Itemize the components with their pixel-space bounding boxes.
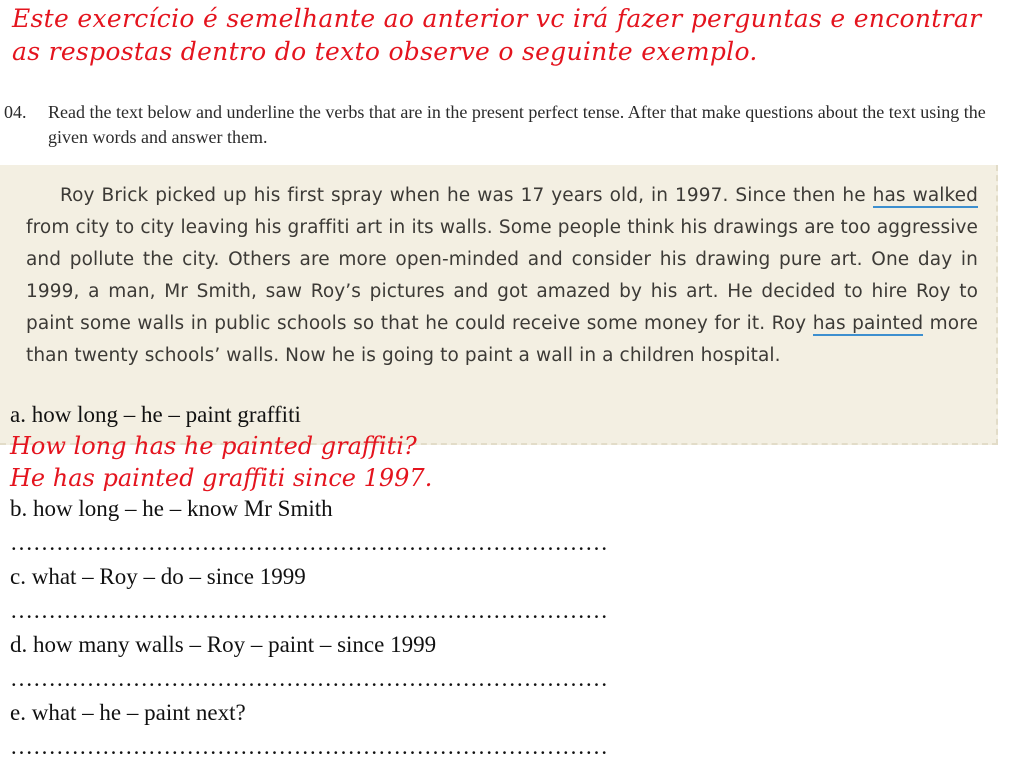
underlined-verb-has-walked: has walked <box>872 185 978 206</box>
answer-line-b: …………………………………………………………………… <box>10 530 608 555</box>
underlined-verb-has-painted: has painted <box>812 313 924 334</box>
passage-text-2: from city to city leaving his graffiti art in its walls. Some people think his drawings are too aggressive and pollute the city. Others are more open-minded and consider his drawing pure art. One day in 1999, a man, Mr Smith, saw Roy’s pictures and got amazed by his art. He decided to hire Roy to paint some walls in public schools so that he could receive some money for it. Roy <box>26 217 978 334</box>
exercise-number: 04. <box>4 102 27 122</box>
answer-a-question: How long has he painted graffiti? <box>10 432 417 460</box>
intro-instruction: Este exercício é semelhante ao anterior vc irá fazer perguntas e encontrar as respostas dentro do texto observe o seguinte exemplo. <box>12 4 982 66</box>
answer-line-c: …………………………………………………………………… <box>10 598 608 623</box>
exercise-header <box>4 100 1014 150</box>
question-a: a. how long – he – paint graffiti <box>10 402 301 427</box>
answer-a-response: He has painted graffiti since 1997. <box>10 464 433 492</box>
questions-list <box>10 400 1000 766</box>
exercise-instruction: Read the text below and underline the verbs that are in the present perfect tense. After that make questions about the text using the given words and answer them. <box>48 102 986 147</box>
question-e: e. what – he – paint next? <box>10 700 246 725</box>
passage-text-1: Roy Brick picked up his first spray when he was 17 years old, in 1997. Since then he <box>60 185 873 206</box>
question-c: c. what – Roy – do – since 1999 <box>10 564 306 589</box>
passage-text-3: more than twenty schools’ walls. Now he is going to paint a wall in a children hospital. <box>26 313 978 366</box>
answer-line-d: …………………………………………………………………… <box>10 666 608 691</box>
answer-line-e: …………………………………………………………………… <box>10 734 608 759</box>
reading-passage <box>26 180 978 372</box>
question-d: d. how many walls – Roy – paint – since 1999 <box>10 632 437 657</box>
question-b: b. how long – he – know Mr Smith <box>10 496 333 521</box>
